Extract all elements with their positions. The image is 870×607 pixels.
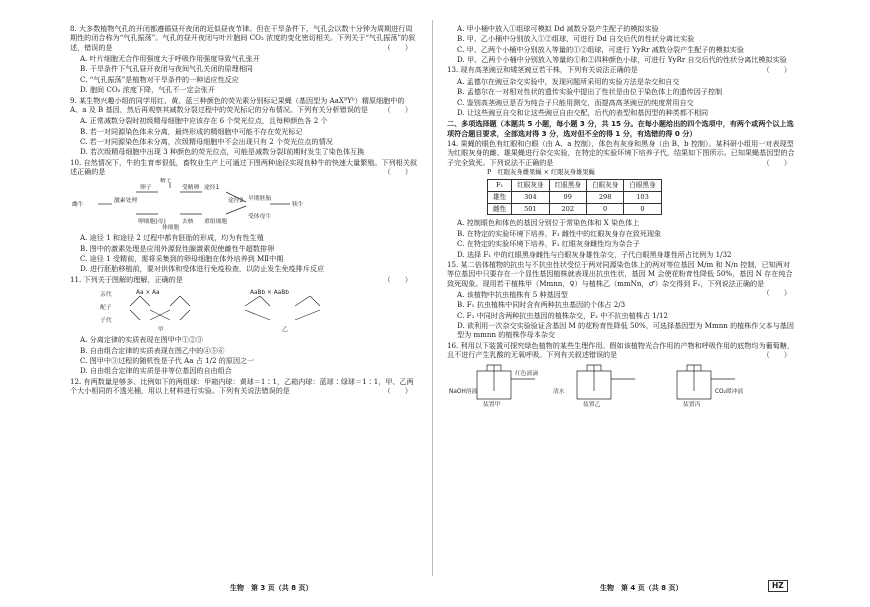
question-8 xyxy=(70,24,418,95)
q15-option-c: C. F₁ 中同时含两种抗虫基因的植株杂交，F₂ 中不抗虫植株占 1/12 xyxy=(457,310,669,320)
fig16-device-1: 装置甲 xyxy=(483,402,501,408)
q12-answer-paren: （ ） xyxy=(383,385,412,395)
q10-option-a: A. 途径 1 和途径 2 过程中都有胚胎的形成，均为有性生殖 xyxy=(80,233,264,243)
fig16-droplet: 红色液滴 xyxy=(515,371,539,378)
fig-fert: 受精卵 xyxy=(182,185,200,192)
q8-option-d: D. 胞间 CO₂ 浓度下降，气孔不一定会张开 xyxy=(80,85,215,95)
q13-option-a: A. 孟德尔在豌豆杂交实验中，发现问题所采用的实验方法是杂交和自交 xyxy=(457,76,680,86)
fig11-cross-a: Aa × Aa xyxy=(136,290,160,297)
q13-answer-paren: （ ） xyxy=(762,65,791,75)
q16-figure xyxy=(447,361,797,407)
cattle-breeding-diagram xyxy=(70,178,330,230)
question-15 xyxy=(447,260,797,340)
table-header-row xyxy=(488,180,662,192)
fig11-label-left: 甲 xyxy=(158,327,164,333)
q12-option-a: A. 甲小桶中放入①组球可模拟 Dd 减数分裂产生配子的模拟实验 xyxy=(457,24,659,33)
q11-option-b: B. 自由组合定律的实质表现在图乙中的④⑤⑥ xyxy=(80,345,225,355)
q10-option-c: C. 途径 1 受精前，需将采集到的卵母细胞在体外培养到 MⅡ中期 xyxy=(80,254,284,264)
table-header-cell: 红眼灰身 xyxy=(512,180,549,192)
q14-f1-table xyxy=(487,179,662,215)
plant-apparatus-diagram xyxy=(447,361,777,407)
q14-stem: 14. 果蝇的眼色有红眼和白眼（由 A、a 控制），体色有灰身和黑身（由 B、b 控制）。某科研小组用一对表现型为红眼灰身的雌、雄果蝇进行杂交实验，在特定的实验环境下培养子代，结果如下图所示。已知果蝇基因型的合子完全致死。下列说法不正确的是 xyxy=(447,138,795,167)
table-cell: 雄性 xyxy=(488,192,512,204)
q14-option-c: C. 在特定的实验环境下培养，F₁ 红眼灰身雌性均为杂合子 xyxy=(457,239,640,249)
fig-nucleus: 去核 xyxy=(182,219,194,226)
q14-option-b: B. 在特定的实验环境下培养，F₁ 雌性中的红眼灰身存在致死现象 xyxy=(457,228,662,238)
question-14 xyxy=(447,139,797,259)
fig-egg: 卵子 xyxy=(140,185,152,192)
q12-option-b: B. 甲、乙小桶中分别放入①②组球，可进行 Dd 自交后代的性状分离比实验 xyxy=(457,34,695,44)
q12-stem: 12. 有两数量是够多、比例如下的两组球：甲箱内球：黄球＝1∶1，乙箱内球：蓝球∶绿球＝1∶1，甲、乙两个大小相同的不透光桶，用以上材料进行实验。下列有关说法错误的是 xyxy=(70,376,414,395)
right-column xyxy=(447,24,797,410)
fig-calf: 犊牛 xyxy=(292,202,304,209)
fig16-solution-2: 清水 xyxy=(553,389,565,396)
inheritance-diagram xyxy=(70,286,350,332)
fig-treat: 激素处理 xyxy=(114,198,138,205)
page-footer-right: 生物 第 4 页（共 8 页） xyxy=(600,584,683,592)
table-header-cell: 白眼黑身 xyxy=(624,180,661,192)
table-cell: 99 xyxy=(549,192,586,204)
q8-answer-paren: （ ） xyxy=(383,42,412,52)
fig11-gamete: 配子 xyxy=(100,305,112,312)
fig16-device-2: 装置乙 xyxy=(583,402,601,408)
corner-code-badge: HZ xyxy=(768,580,788,592)
fig16-solution-3: CO₂缓冲液 xyxy=(715,389,744,396)
q14-answer-paren: （ ） xyxy=(762,157,791,167)
table-cell: 202 xyxy=(549,203,586,215)
q9-option-d: D. 若次级精母细胞中出现 3 种颜色的荧光位点，可能是减数分裂Ⅰ前期时发生了染色体互换 xyxy=(80,147,365,157)
table-header-cell: F₁ xyxy=(488,180,512,192)
q12-option-d: D. 甲、乙两个小桶中分别放入等量的①和②四种颜色小球，可进行 YyRr 自交后代的性状分离比模拟实验 xyxy=(457,55,787,65)
q8-option-a: A. 叶片细胞无合作用强度大于呼吸作用强度导致气孔张开 xyxy=(80,54,260,64)
q11-stem: 11. 下列关于图解的理解，正确的是 xyxy=(70,274,183,284)
fig-path1: 途径1 xyxy=(204,185,220,192)
question-13 xyxy=(447,65,797,117)
question-9 xyxy=(70,96,418,157)
q11-option-c: C. 图甲中③过程的随机性是子代 Aa 占 1/2 的原因之一 xyxy=(80,355,255,365)
fig-recip: 受体母牛 xyxy=(248,214,272,221)
table-cell: 501 xyxy=(512,203,549,215)
fig11-cross-b: AaBb × AaBb xyxy=(250,290,289,297)
q14-option-a: A. 控制眼色和体色的基因分别位于常染色体和 X 染色体上 xyxy=(457,218,640,228)
q15-answer-paren: （ ） xyxy=(762,287,791,297)
fig16-device-3: 装置丙 xyxy=(683,402,701,408)
q13-option-b: B. 孟德尔在一对相对性状的遗传实验中提出了性状是由位于染色体上的遗传因子控制 xyxy=(457,87,723,97)
section-2-heading: 二、多项选择题（本题共 5 小题，每小题 3 分，共 15 分。在每小题给出的四个选项中，有两个或两个以上选项符合题目要求，全部选对得 3 分，选对但不全的得 1 分，有选错的得 0 分） xyxy=(447,119,794,138)
q15-option-d: D. 欲利用一次杂交实验验证含基因 M 的花粉育性降低 50%，可选择基因型为 Mmnn 的植株作父本与基因型为 mmnn 的植株作母本杂交 xyxy=(457,321,794,340)
question-12 xyxy=(70,377,418,396)
q9-option-c: C. 若一对同源染色体未分离，次级精母细胞中不会出现只有 2 个荧光位点的情况 xyxy=(80,136,333,146)
fig16-solution-1: NaOH溶液 xyxy=(449,389,478,396)
q13-option-d: D. 让这些豌豆自交和让这些豌豆自由交配，后代的表型和基因型的种类都不相同 xyxy=(457,107,709,117)
table-row xyxy=(488,192,662,204)
q14-option-d: D. 选择 F₁ 中的红眼黑身雌性与白眼灰身雄性杂交，子代白眼黑身雄性所占比例为 1/32 xyxy=(457,249,732,259)
fig-recon: 重组细胞 xyxy=(204,219,228,226)
left-column xyxy=(70,24,418,397)
fig-sperm: 精子 xyxy=(160,178,172,185)
q8-option-c: C. “气孔振荡”是植物对干旱条件的一种适应性反应 xyxy=(80,74,239,84)
fig-cow: 雌牛 xyxy=(72,202,84,209)
question-11 xyxy=(70,275,418,376)
q15-option-b: B. F₁ 抗虫植株中同时含有两种抗虫基因的个体占 2/3 xyxy=(457,300,626,310)
q9-stem: 9. 某生物兴趣小组的同学用红、黄、蓝三种颜色的荧光素分别标记果蝇（基因型为 AaXᴮYᵇ）精原细胞中的 A、a 及 B 基因，然后再观察其减数分裂过程中的荧光标记的分布情况。下列有关分析错误的是 xyxy=(70,95,405,114)
fig-path2: 途径2 xyxy=(228,198,244,205)
fig-body: 体细胞 xyxy=(162,225,180,231)
table-cell: 0 xyxy=(624,203,661,215)
q14-cross: P 红眼灰身雌果蝇 × 红眼灰身雄果蝇 xyxy=(487,169,595,177)
q11-answer-paren: （ ） xyxy=(383,274,412,284)
q9-answer-paren: （ ） xyxy=(383,104,412,114)
q13-stem: 13. 现有高茎豌豆和矮茎豌豆若干株，下列有关说法正确的是 xyxy=(447,65,638,75)
table-cell: 298 xyxy=(586,192,623,204)
column-divider xyxy=(432,20,433,576)
q11-option-d: D. 自由组合定律的实质是非等位基因的自由组合 xyxy=(80,366,232,376)
page-footer-left: 生物 第 3 页（共 8 页） xyxy=(230,584,313,592)
question-16 xyxy=(447,341,797,408)
fig-early: 早期胚胎 xyxy=(248,196,272,203)
table-row xyxy=(488,203,662,215)
table-cell: 304 xyxy=(512,192,549,204)
question-10 xyxy=(70,158,418,274)
q16-answer-paren: （ ） xyxy=(762,350,791,360)
table-header-cell: 红眼黑身 xyxy=(549,180,586,192)
q8-option-b: B. 干旱条件下气孔昼开夜闭与夜间气孔关闭的原理相同 xyxy=(80,64,253,74)
q10-option-d: D. 进行胚胎移植前，要对供体和受体进行免疫检查，以防止发生免疫排斥反应 xyxy=(80,264,325,274)
question-12-continued xyxy=(447,24,797,64)
q15-stem: 15. 某二倍体植物的抗虫与不抗虫性状受位于两对同源染色体上的两对等位基因 M/m 和 N/n 控制，已知两对等位基因中只要存在一个显性基因植株就表现出抗虫性状，基因 M 会使花粉育性降低 50%，基因 N 存在纯合致死现象。现用若干植株甲（Mmnn，♀）与植株乙（mmNn，♂）杂交得到 F₁，下列说法正确的是 xyxy=(447,259,793,288)
table-cell: 雌性 xyxy=(488,203,512,215)
q9-option-b: B. 若一对同源染色体未分离，最终形成的精细胞中可能不存在荧光标记 xyxy=(80,126,303,136)
table-cell: 103 xyxy=(624,192,661,204)
q10-stem: 10. 自然情况下，牛的生育率很低，畜牧业生产上可通过下图两种途径实现良种牛的快速大量繁殖。下列相关叙述正确的是 xyxy=(70,157,417,177)
q11-option-a: A. 分离定律的实质表现在图甲中①②③ xyxy=(80,335,204,345)
fig11-offspring: 子代 xyxy=(100,318,112,325)
table-cell: 0 xyxy=(586,203,623,215)
q10-figure xyxy=(70,178,418,230)
q9-option-a: A. 正常减数分裂时初级精母细胞中应该存在 6 个荧光位点，且每种颜色各 2 个 xyxy=(80,116,328,126)
q16-stem: 16. 利用以下装置可探究绿色植物的某些生理作用。假如该植物光合作用的产物和呼吸作用的底物均为葡萄糖，且不进行产生乳酸的无氧呼吸。下列有关叙述错误的是 xyxy=(447,340,794,360)
q8-stem: 8. 大多数植物气孔的开闭都遵循昼开夜闭的近似昼夜节律。但在干旱条件下，气孔会以数十分钟为周期进行周期性的闭合称为“气孔振荡”。气孔的昼开夜闭与叶片胞间 CO₂ 浓度的变化密切相关。下列关于“气孔振荡”的叙述，错误的是 xyxy=(70,24,416,52)
fig11-label-right: 乙 xyxy=(282,327,288,333)
fig-cell: 卵细胞(母) xyxy=(138,219,166,226)
q10-answer-paren: （ ） xyxy=(383,167,412,177)
table-header-cell: 白眼灰身 xyxy=(586,180,623,192)
q11-figure xyxy=(70,286,418,332)
q10-option-b: B. 图中的激素处理是应用外源促性腺激素促使雌性牛超数排卵 xyxy=(80,243,275,253)
q15-option-a: A. 该植物中抗虫植株有 5 种基因型 xyxy=(457,289,568,299)
fig11-parent: 亲代 xyxy=(100,292,112,299)
q13-option-c: C. 鉴别高茎豌豆是否为纯合子只能用测交，而提高高茎豌豆的纯度常用自交 xyxy=(457,97,694,107)
q12-option-c: C. 甲、乙两个小桶中分别放入等量的①②组球，可进行 YyRr 减数分裂产生配子的模拟实验 xyxy=(457,44,744,54)
